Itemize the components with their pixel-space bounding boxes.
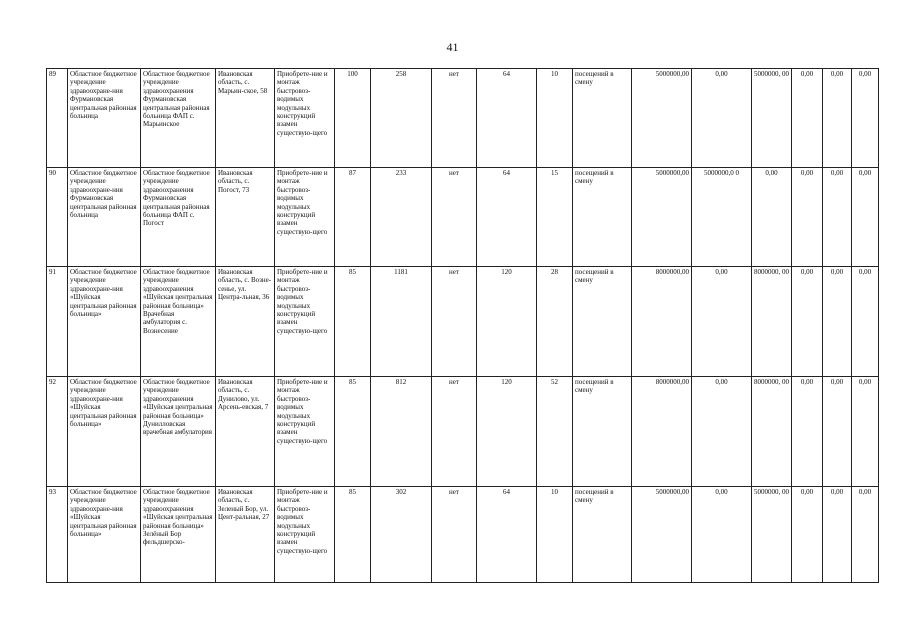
row-number: 91: [47, 267, 68, 377]
value-cell: 85: [335, 487, 371, 583]
facility-cell: Областное бюджетное учреждение здравоохранения «Шуйская центральная районная больница» Дунилловская врачебная амбулатория: [141, 377, 216, 487]
activity-cell: Приобрете-ние и монтаж быстровоз-водимых модульных конструкций взамен существую-щего: [275, 69, 335, 168]
amount-cell: 0,00: [692, 69, 752, 168]
row-number: 93: [47, 487, 68, 583]
activity-cell: Приобрете-ние и монтаж быстровоз-водимых модульных конструкций взамен существую-щего: [275, 487, 335, 583]
value-cell: 64: [477, 69, 537, 168]
table-body: [47, 69, 879, 583]
value-cell: 85: [335, 267, 371, 377]
amount-cell: 0,00: [852, 487, 879, 583]
value-cell: нет: [432, 168, 477, 267]
amount-cell: 0,00: [823, 267, 852, 377]
unit-cell: посещений в смену: [573, 168, 632, 267]
amount-cell: 0,00: [792, 168, 823, 267]
value-cell: 120: [477, 267, 537, 377]
amount-cell: 8000000, 00: [752, 377, 792, 487]
amount-cell: 5000000, 00: [752, 69, 792, 168]
amount-cell: 0,00: [852, 168, 879, 267]
amount-cell: 0,00: [823, 377, 852, 487]
value-cell: 85: [335, 377, 371, 487]
value-cell: 258: [371, 69, 432, 168]
amount-cell: 8000000,00: [632, 377, 692, 487]
value-cell: 28: [537, 267, 573, 377]
amount-cell: 0,00: [823, 168, 852, 267]
row-number: 89: [47, 69, 68, 168]
amount-cell: 0,00: [852, 267, 879, 377]
amount-cell: 5000000,00: [632, 69, 692, 168]
value-cell: 233: [371, 168, 432, 267]
amount-cell: 5000000, 00: [752, 487, 792, 583]
value-cell: нет: [432, 377, 477, 487]
value-cell: 812: [371, 377, 432, 487]
amount-cell: 0,00: [823, 487, 852, 583]
facility-cell: Областное бюджетное учреждение здравоохранения «Шуйская центральная районная больница» Зелёный Бор фельдшерско-: [141, 487, 216, 583]
address-cell: Ивановская область, с. Погост, 73: [216, 168, 275, 267]
address-cell: Ивановская область, с. Зеленый Бор, ул. Цент-ральная, 27: [216, 487, 275, 583]
institution-cell: Областное бюджетное учреждение здравоохране-ния Фурмановская центральная районная больница: [68, 69, 141, 168]
facility-cell: Областное бюджетное учреждение здравоохранения «Шуйская центральная районная больница» Врачебная амбулатория с. Вознесение: [141, 267, 216, 377]
unit-cell: посещений в смену: [573, 487, 632, 583]
value-cell: 64: [477, 487, 537, 583]
table-row: [47, 168, 879, 267]
amount-cell: 0,00: [692, 267, 752, 377]
institution-cell: Областное бюджетное учреждение здравоохране-ния «Шуйская центральная районная больница»: [68, 377, 141, 487]
value-cell: 52: [537, 377, 573, 487]
value-cell: 120: [477, 377, 537, 487]
address-cell: Ивановская область, с. Возне-сенье, ул. Центра-льная, 36: [216, 267, 275, 377]
amount-cell: 0,00: [752, 168, 792, 267]
address-cell: Ивановская область, с. Дунилово, ул. Арсень-евская, 7: [216, 377, 275, 487]
value-cell: 10: [537, 487, 573, 583]
amount-cell: 8000000,00: [632, 267, 692, 377]
amount-cell: 0,00: [792, 267, 823, 377]
amount-cell: 0,00: [823, 69, 852, 168]
facilities-table: [46, 68, 879, 583]
facility-cell: Областное бюджетное учреждение здравоохранения Фурмановская центральная районная больница ФАП с. Марьинское: [141, 69, 216, 168]
value-cell: 15: [537, 168, 573, 267]
institution-cell: Областное бюджетное учреждение здравоохране-ния Фурмановская центральная районная больница: [68, 168, 141, 267]
value-cell: нет: [432, 267, 477, 377]
value-cell: 100: [335, 69, 371, 168]
activity-cell: Приобрете-ние и монтаж быстровоз-водимых модульных конструкций взамен существую-щего: [275, 168, 335, 267]
activity-cell: Приобрете-ние и монтаж быстровоз-водимых модульных конструкций взамен существую-щего: [275, 267, 335, 377]
amount-cell: 0,00: [792, 487, 823, 583]
table-row: [47, 487, 879, 583]
amount-cell: 5000000,00: [632, 168, 692, 267]
amount-cell: 8000000, 00: [752, 267, 792, 377]
page-number: 41: [446, 40, 459, 54]
value-cell: нет: [432, 69, 477, 168]
unit-cell: посещений в смену: [573, 267, 632, 377]
amount-cell: 5000000,0 0: [692, 168, 752, 267]
value-cell: 10: [537, 69, 573, 168]
amount-cell: 0,00: [792, 377, 823, 487]
value-cell: нет: [432, 487, 477, 583]
amount-cell: 0,00: [852, 377, 879, 487]
amount-cell: 5000000,00: [632, 487, 692, 583]
value-cell: 1181: [371, 267, 432, 377]
facility-cell: Областное бюджетное учреждение здравоохранения Фурмановская центральная районная больница ФАП с. Погост: [141, 168, 216, 267]
address-cell: Ивановская область, с. Марьин-ское, 58: [216, 69, 275, 168]
amount-cell: 0,00: [692, 487, 752, 583]
table-row: [47, 69, 879, 168]
amount-cell: 0,00: [692, 377, 752, 487]
activity-cell: Приобрете-ние и монтаж быстровоз-водимых модульных конструкций взамен существую-щего: [275, 377, 335, 487]
table-row: [47, 377, 879, 487]
value-cell: 302: [371, 487, 432, 583]
institution-cell: Областное бюджетное учреждение здравоохране-ния «Шуйская центральная районная больница»: [68, 487, 141, 583]
amount-cell: 0,00: [852, 69, 879, 168]
row-number: 92: [47, 377, 68, 487]
unit-cell: посещений в смену: [573, 69, 632, 168]
row-number: 90: [47, 168, 68, 267]
table-row: [47, 267, 879, 377]
value-cell: 64: [477, 168, 537, 267]
institution-cell: Областное бюджетное учреждение здравоохране-ния «Шуйская центральная районная больница»: [68, 267, 141, 377]
value-cell: 87: [335, 168, 371, 267]
unit-cell: посещений в смену: [573, 377, 632, 487]
amount-cell: 0,00: [792, 69, 823, 168]
